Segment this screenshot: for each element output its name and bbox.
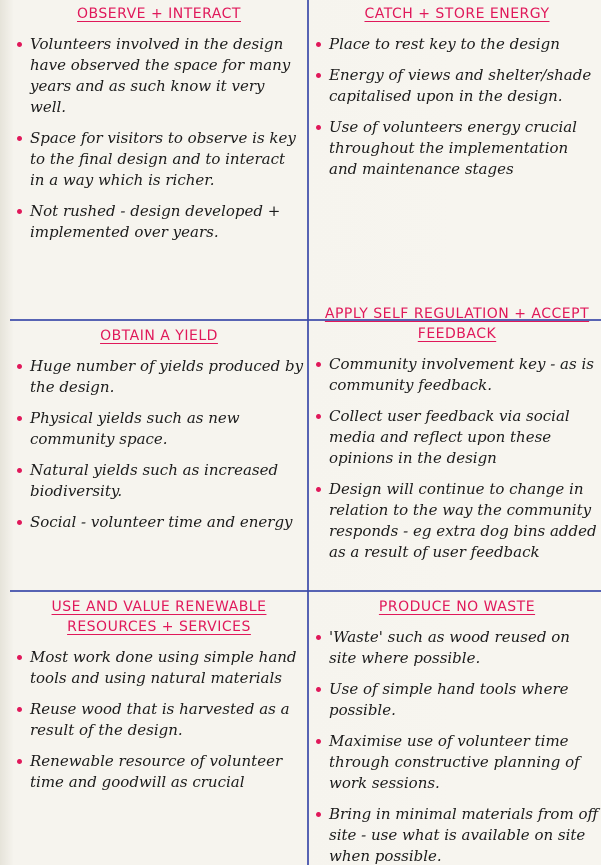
bullet-item: Social - volunteer time and energy xyxy=(14,512,304,533)
bullet-list xyxy=(313,354,601,563)
bullet-item: Not rushed - design developed + implemented over years. xyxy=(14,201,304,243)
bullet-list xyxy=(14,356,304,533)
bullet-item: Physical yields such as new community space. xyxy=(14,408,304,450)
bullet-item: Space for visitors to observe is key to the final design and to interact in a way which is richer. xyxy=(14,128,304,191)
panel-obtain-yield xyxy=(14,322,304,589)
bullet-list xyxy=(313,627,601,865)
bullet-item: Use of simple hand tools where possible. xyxy=(313,679,601,721)
vertical-divider xyxy=(307,0,309,865)
bullet-item: Reuse wood that is harvested as a result of the design. xyxy=(14,699,304,741)
panel-observe-interact xyxy=(14,0,304,318)
panel-title: USE AND VALUE RENEWABLE RESOURCES + SERVICES xyxy=(51,599,267,635)
panel-renewable-resources xyxy=(14,593,304,865)
bullet-item: 'Waste' such as wood reused on site where possible. xyxy=(313,627,601,669)
bullet-item: Design will continue to change in relation to the way the community responds - eg extra dog bins added as a result of user feedback xyxy=(313,479,601,563)
bullet-item: Most work done using simple hand tools and using natural materials xyxy=(14,647,304,689)
bullet-item: Maximise use of volunteer time through constructive planning of work sessions. xyxy=(313,731,601,794)
panel-title: OBTAIN A YIELD xyxy=(100,328,218,344)
horizontal-divider-bottom xyxy=(10,590,601,592)
bullet-item: Huge number of yields produced by the design. xyxy=(14,356,304,398)
panel-title: PRODUCE NO WASTE xyxy=(378,599,536,615)
bullet-item: Place to rest key to the design xyxy=(313,34,601,55)
bullet-list xyxy=(14,34,304,243)
bullet-item: Volunteers involved in the design have observed the space for many years and as such know it very well. xyxy=(14,34,304,118)
panel-self-regulation xyxy=(313,300,601,589)
bullet-item: Bring in minimal materials from off site - use what is available on site when possible. xyxy=(313,804,601,865)
panel-title: APPLY SELF REGULATION + ACCEPT FEEDBACK xyxy=(324,306,590,342)
panel-produce-no-waste xyxy=(313,593,601,865)
panel-title: CATCH + STORE ENERGY xyxy=(364,6,550,22)
bullet-item: Natural yields such as increased biodiversity. xyxy=(14,460,304,502)
bullet-item: Community involvement key - as is community feedback. xyxy=(313,354,601,396)
bullet-list xyxy=(313,34,601,180)
panel-catch-store-energy xyxy=(313,0,601,318)
bullet-item: Use of volunteers energy crucial throughout the implementation and maintenance stages xyxy=(313,117,601,180)
bullet-item: Renewable resource of volunteer time and goodwill as crucial xyxy=(14,751,304,793)
bullet-list xyxy=(14,647,304,793)
bullet-item: Collect user feedback via social media and reflect upon these opinions in the design xyxy=(313,406,601,469)
panel-title: OBSERVE + INTERACT xyxy=(77,6,241,22)
bullet-item: Energy of views and shelter/shade capitalised upon in the design. xyxy=(313,65,601,107)
